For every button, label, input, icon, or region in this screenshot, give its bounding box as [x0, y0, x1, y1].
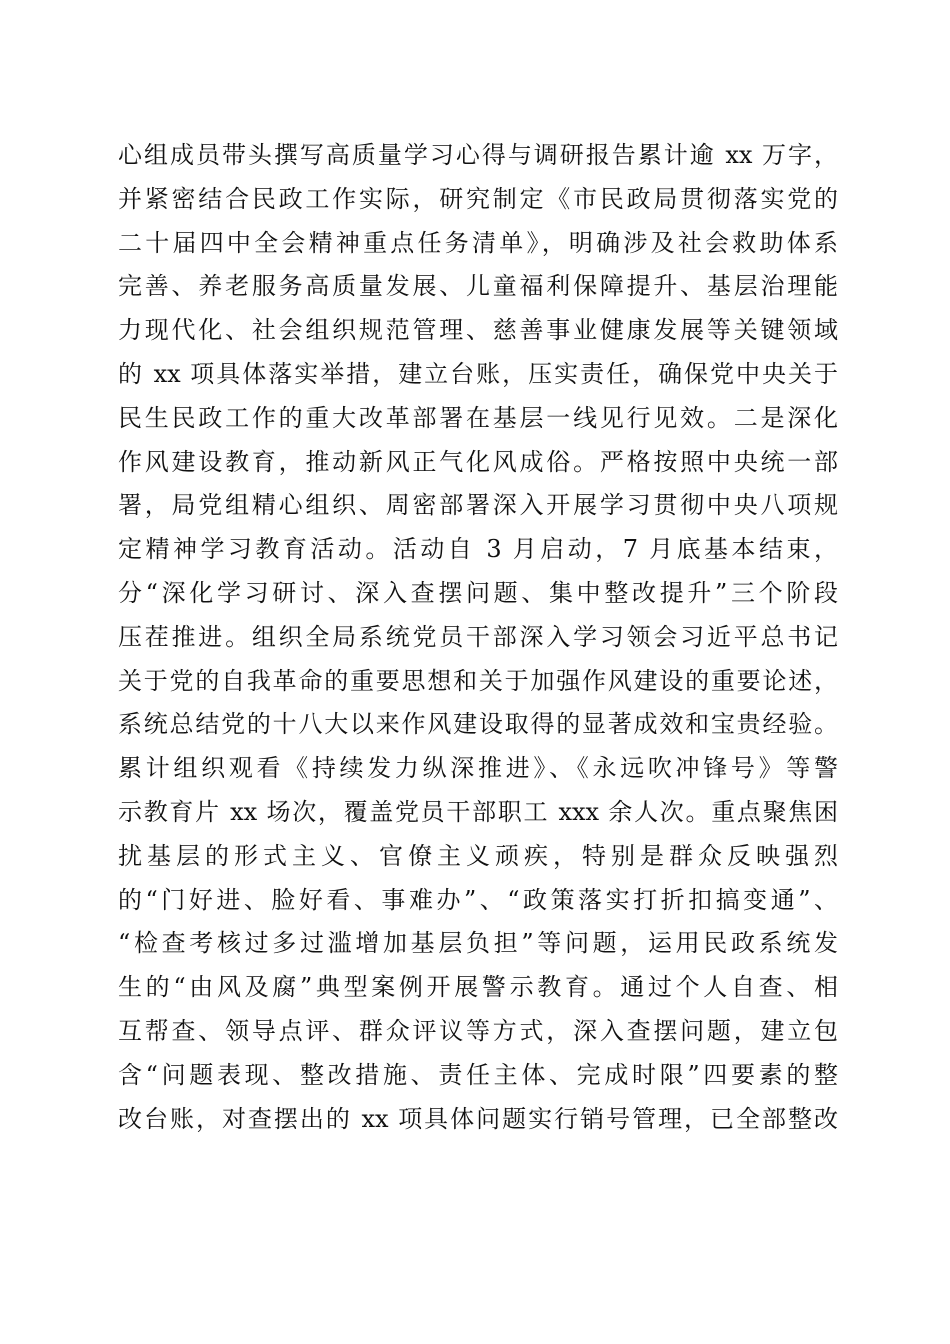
body-paragraph	[118, 134, 838, 1141]
text-line-23: 改台账，对查摆出的 xx 项具体问题实行销号管理，已全部整改	[118, 1104, 838, 1133]
text-line-12: 压茬推进。组织全局系统党员干部深入学习领会习近平总书记	[118, 622, 838, 651]
text-line-6: 的 xx 项具体落实举措，建立台账，压实责任，确保党中央关于	[118, 359, 838, 388]
text-line-19: “检查考核过多过滥增加基层负担”等问题，运用民政系统发	[118, 929, 838, 958]
text-line-11: 分“深化学习研讨、深入查摆问题、集中整改提升”三个阶段	[118, 578, 838, 607]
text-line-14: 系统总结党的十八大以来作风建设取得的显著成效和宝贵经验。	[118, 710, 838, 739]
text-line-5: 力现代化、社会组织规范管理、慈善事业健康发展等关键领域	[118, 316, 838, 345]
text-line-8: 作风建设教育，推动新风正气化风成俗。严格按照中央统一部	[118, 447, 838, 476]
text-line-22: 含“问题表现、整改措施、责任主体、完成时限”四要素的整	[118, 1060, 838, 1089]
text-line-20: 生的“由风及腐”典型案例开展警示教育。通过个人自查、相	[118, 973, 838, 1002]
text-line-17: 扰基层的形式主义、官僚主义顽疾，特别是群众反映强烈	[118, 841, 838, 870]
text-line-2: 并紧密结合民政工作实际，研究制定《市民政局贯彻落实党的	[118, 184, 838, 213]
text-line-13: 关于党的自我革命的重要思想和关于加强作风建设的重要论述，	[118, 666, 838, 695]
text-line-4: 完善、养老服务高质量发展、儿童福利保障提升、基层治理能	[118, 272, 838, 301]
text-line-16: 示教育片 xx 场次，覆盖党员干部职工 xxx 余人次。重点聚焦困	[118, 797, 838, 826]
text-line-18: 的“门好进、脸好看、事难办”、“政策落实打折扣搞变通”、	[118, 885, 838, 914]
text-line-7: 民生民政工作的重大改革部署在基层一线见行见效。二是深化	[118, 403, 838, 432]
text-line-1: 心组成员带头撰写高质量学习心得与调研报告累计逾 xx 万字，	[118, 141, 838, 169]
text-line-9: 署，局党组精心组织、周密部署深入开展学习贯彻中央八项规	[118, 491, 838, 520]
text-line-21: 互帮查、领导点评、群众评议等方式，深入查摆问题，建立包	[118, 1016, 838, 1045]
text-line-15: 累计组织观看《持续发力纵深推进》、《永远吹冲锋号》等警	[118, 754, 838, 783]
text-line-3: 二十届四中全会精神重点任务清单》，明确涉及社会救助体系	[118, 228, 838, 257]
text-line-10: 定精神学习教育活动。活动自 3 月启动，7 月底基本结束，	[118, 535, 838, 564]
